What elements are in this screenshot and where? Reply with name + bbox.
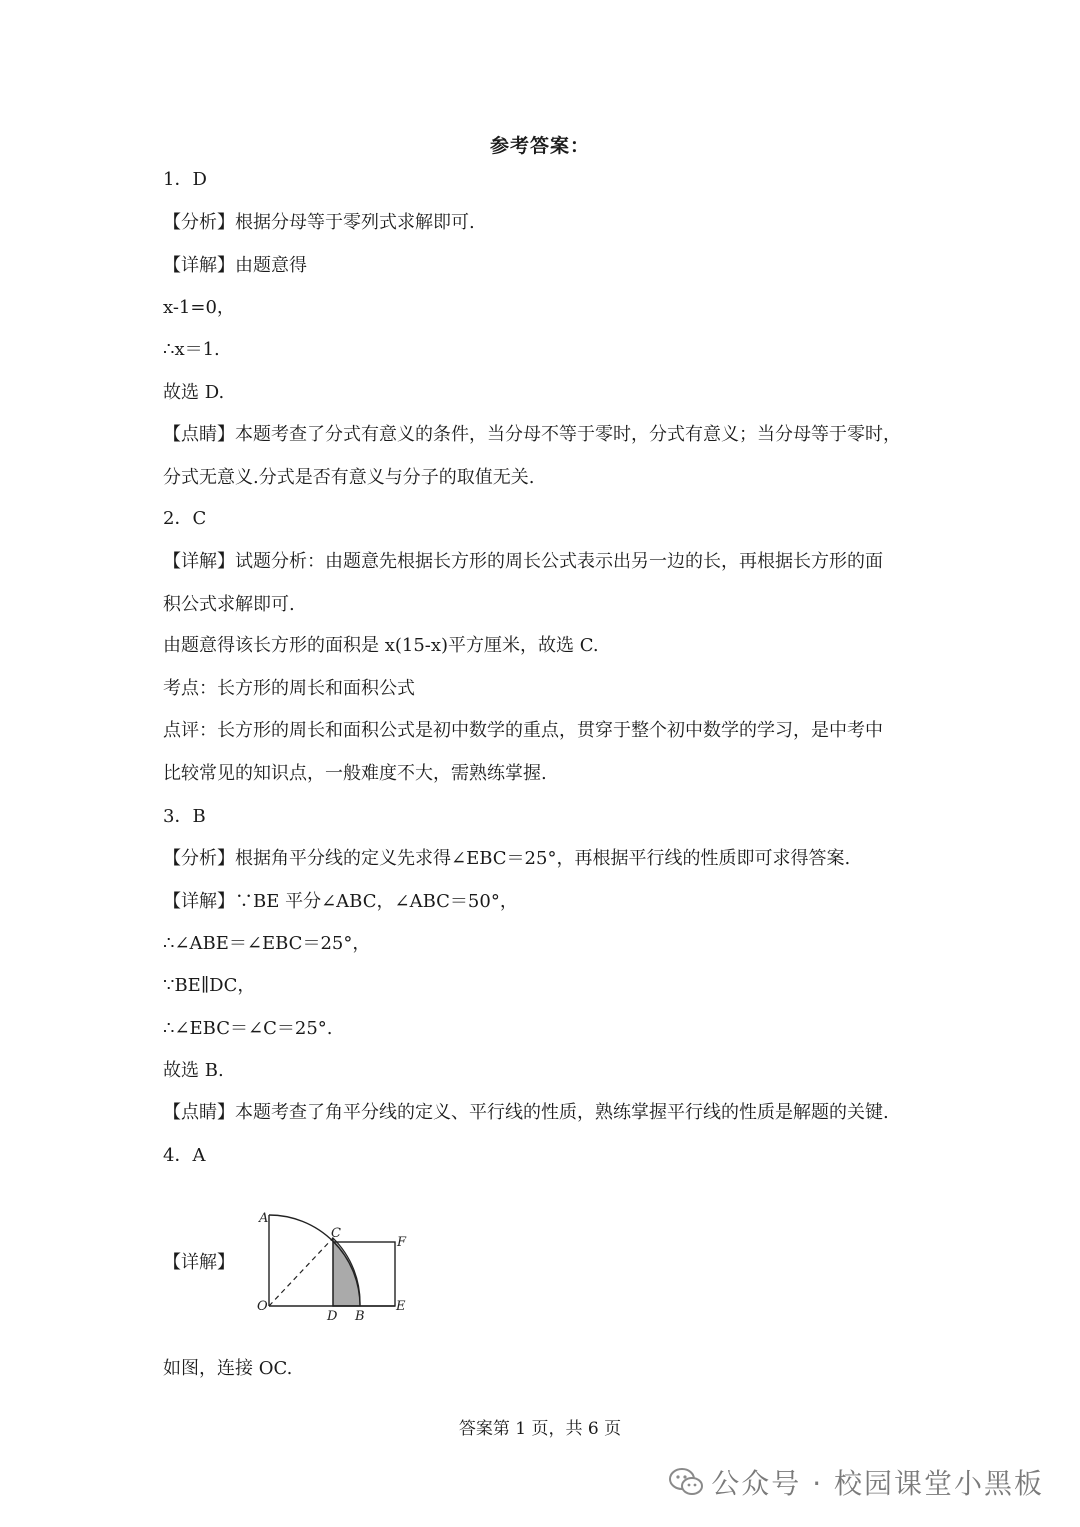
text-line: 【详解】试题分析：由题意先根据长方形的周长公式表示出另一边的长，再根据长方形的面 bbox=[163, 551, 883, 572]
text-line: ∴∠EBC＝∠C＝25°. bbox=[163, 1018, 333, 1039]
text-line: 【分析】根据角平分线的定义先求得∠EBC＝25°，再根据平行线的性质即可求得答案. bbox=[163, 848, 851, 869]
text-line: 4．A bbox=[163, 1145, 206, 1166]
point-label: D bbox=[327, 1309, 338, 1323]
text-line: ∴x＝1. bbox=[163, 339, 220, 360]
point-label: O bbox=[257, 1299, 268, 1314]
answer-title: 参考答案： bbox=[489, 135, 590, 157]
text-line: 【点睛】本题考查了角平分线的定义、平行线的性质，熟练掌握平行线的性质是解题的关键. bbox=[163, 1102, 889, 1123]
text-line: ∵BE∥DC， bbox=[163, 975, 256, 996]
watermark-text: 公众号 · 校园课堂小黑板 bbox=[711, 1467, 1044, 1500]
text-line: 【详解】∵BE 平分∠ABC，∠ABC＝50°， bbox=[163, 891, 518, 912]
text-line: 1．D bbox=[163, 169, 207, 190]
text-line: 点评：长方形的周长和面积公式是初中数学的重点，贯穿于整个初中数学的学习，是中考中 bbox=[163, 720, 883, 741]
text-line: 故选 D. bbox=[163, 382, 225, 403]
wechat-icon bbox=[669, 1467, 703, 1497]
text-line: 【分析】根据分母等于零列式求解即可. bbox=[163, 212, 475, 233]
text-line: 分式无意义.分式是否有意义与分子的取值无关. bbox=[163, 467, 535, 488]
text-line: x-1=0， bbox=[163, 297, 235, 318]
point-label: F bbox=[397, 1235, 407, 1250]
page-footer: 答案第 1 页，共 6 页 bbox=[458, 1419, 622, 1439]
point-label: E bbox=[396, 1299, 406, 1314]
text-line: 【详解】由题意得 bbox=[163, 255, 307, 276]
text-line: 考点：长方形的周长和面积公式 bbox=[163, 678, 415, 699]
text-line: 比较常见的知识点，一般难度不大，需熟练掌握. bbox=[163, 763, 547, 784]
text-line: 积公式求解即可. bbox=[163, 594, 295, 615]
figure-label: 【详解】 bbox=[163, 1252, 235, 1273]
point-label: C bbox=[331, 1226, 341, 1241]
text-line: 由题意得该长方形的面积是 x(15-x)平方厘米，故选 C. bbox=[163, 635, 599, 656]
text-line: 故选 B. bbox=[163, 1060, 224, 1081]
text-line: 如图，连接 OC. bbox=[163, 1358, 293, 1379]
watermark bbox=[669, 1462, 1044, 1502]
text-line: 【点睛】本题考查了分式有意义的条件，当分母不等于零时，分式有意义；当分母等于零时， bbox=[163, 424, 901, 445]
text-line: ∴∠ABE＝∠EBC＝25°， bbox=[163, 933, 371, 954]
point-label: B bbox=[355, 1309, 365, 1323]
geometry-figure bbox=[255, 1208, 415, 1323]
text-line: 3．B bbox=[163, 806, 206, 827]
point-label: A bbox=[259, 1211, 269, 1226]
text-line: 2．C bbox=[163, 508, 207, 529]
